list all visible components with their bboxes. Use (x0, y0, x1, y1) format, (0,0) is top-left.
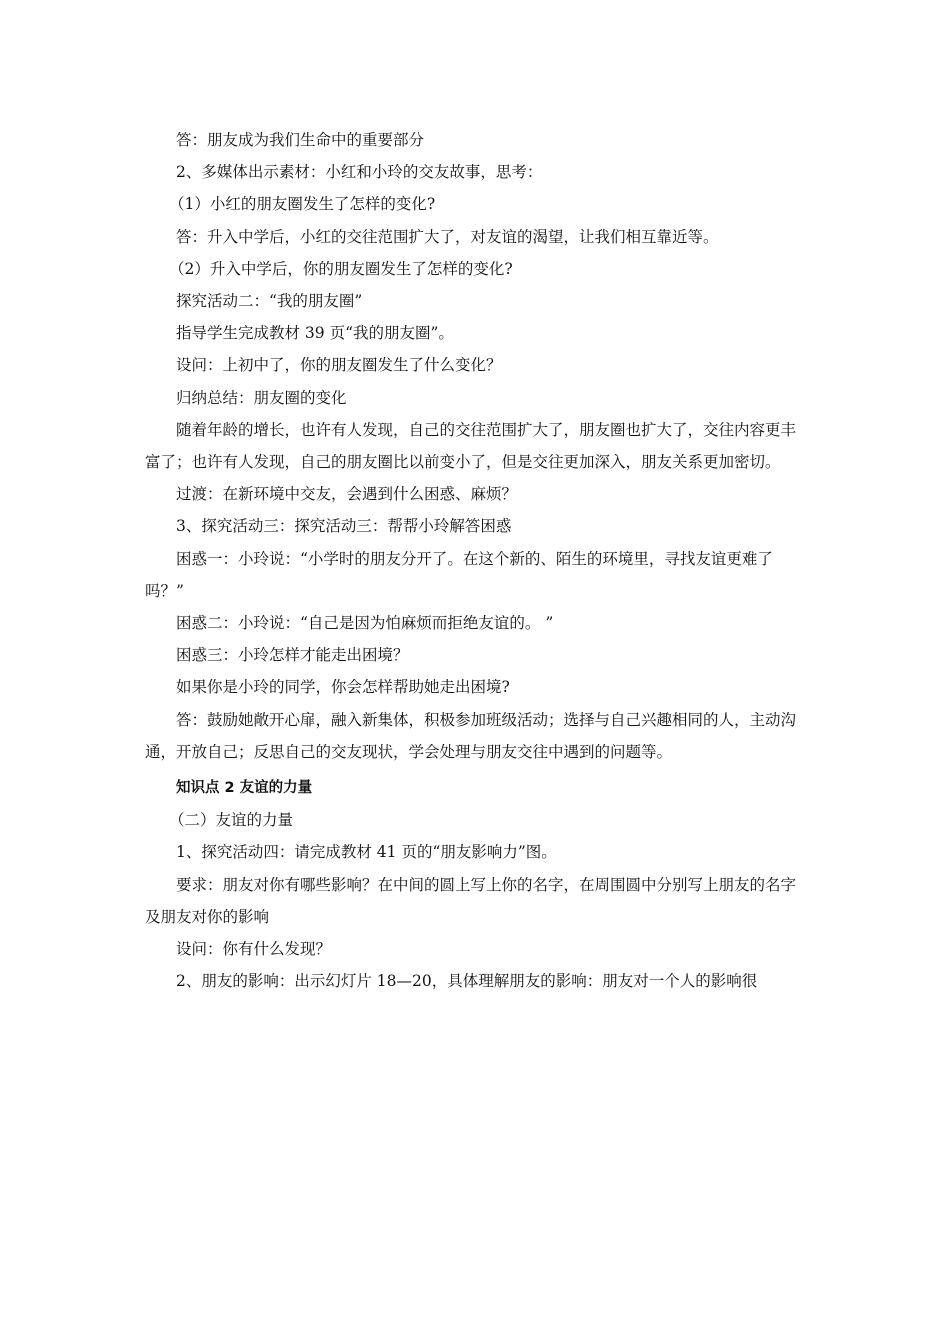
summary-paragraph: 随着年龄的增长，也许有人发现，自己的交往范围扩大了，朋友圈也扩大了，交往内容更丰富了；也许有人发现，自己的朋友圈比以前变小了，但是交往更加深入，朋友关系更加密切。 (145, 420, 797, 472)
answer-paragraph-3: 答：鼓励她敞开心扉，融入新集体，积极参加班级活动；选择与自己兴趣相同的人，主动沟通，开放自己；反思自己的交友现状，学会处理与朋友交往中遇到的问题等。 (145, 710, 797, 761)
section-2-title: （二）友谊的力量 (169, 811, 294, 830)
confusion-1: 困惑一：小玲说：“小学时的朋友分开了。在这个新的、陌生的环境里，寻找友谊更难了吗？” (145, 549, 773, 600)
knowledge-point-2-heading: 知识点 2 友谊的力量 (176, 780, 313, 797)
friend-influence-paragraph: 2、朋友的影响：出示幻灯片 18—20，具体理解朋友的影响：朋友对一个人的影响很 (176, 972, 758, 991)
activity-2-title: 探究活动二：“我的朋友圈” (176, 292, 363, 311)
activity-4-requirement: 要求：朋友对你有哪些影响？在中间的圆上写上你的名字，在周围圆中分别写上朋友的名字及朋友对你的影响 (145, 875, 797, 926)
multimedia-material-item: 2、多媒体出示素材：小红和小玲的交友故事，思考： (176, 163, 543, 182)
answer-paragraph-1: 答：朋友成为我们生命中的重要部分 (176, 131, 425, 149)
help-question: 如果你是小玲的同学，你会怎样帮助她走出困境? (176, 678, 510, 697)
summary-title: 归纳总结：朋友圈的变化 (176, 388, 347, 407)
activity-4-question: 设问：你有什么发现？ (176, 940, 332, 959)
transition-paragraph: 过渡：在新环境中交友，会遇到什么困惑、麻烦？ (176, 485, 518, 504)
activity-3-title: 3、探究活动三：探究活动三：帮帮小玲解答困惑 (176, 517, 512, 536)
question-2: （2）升入中学后，你的朋友圈发生了怎样的变化? (169, 259, 513, 278)
document-body (145, 124, 805, 997)
activity-2-instruction: 指导学生完成教材 39 页“我的朋友圈”。 (176, 324, 454, 343)
activity-2-question: 设问：上初中了，你的朋友圈发生了什么变化？ (176, 356, 502, 375)
question-1: （1）小红的朋友圈发生了怎样的变化? (169, 195, 436, 214)
activity-4-title: 1、探究活动四：请完成教材 41 页的“朋友影响力”图。 (176, 843, 557, 862)
confusion-3: 困惑三：小玲怎样才能走出困境？ (176, 646, 409, 665)
answer-paragraph-2: 答：升入中学后，小红的交往范围扩大了，对友谊的渴望，让我们相互靠近等。 (176, 227, 719, 246)
confusion-2: 困惑二：小玲说：“自己是因为怕麻烦而拒绝友谊的。 ” (176, 614, 554, 633)
